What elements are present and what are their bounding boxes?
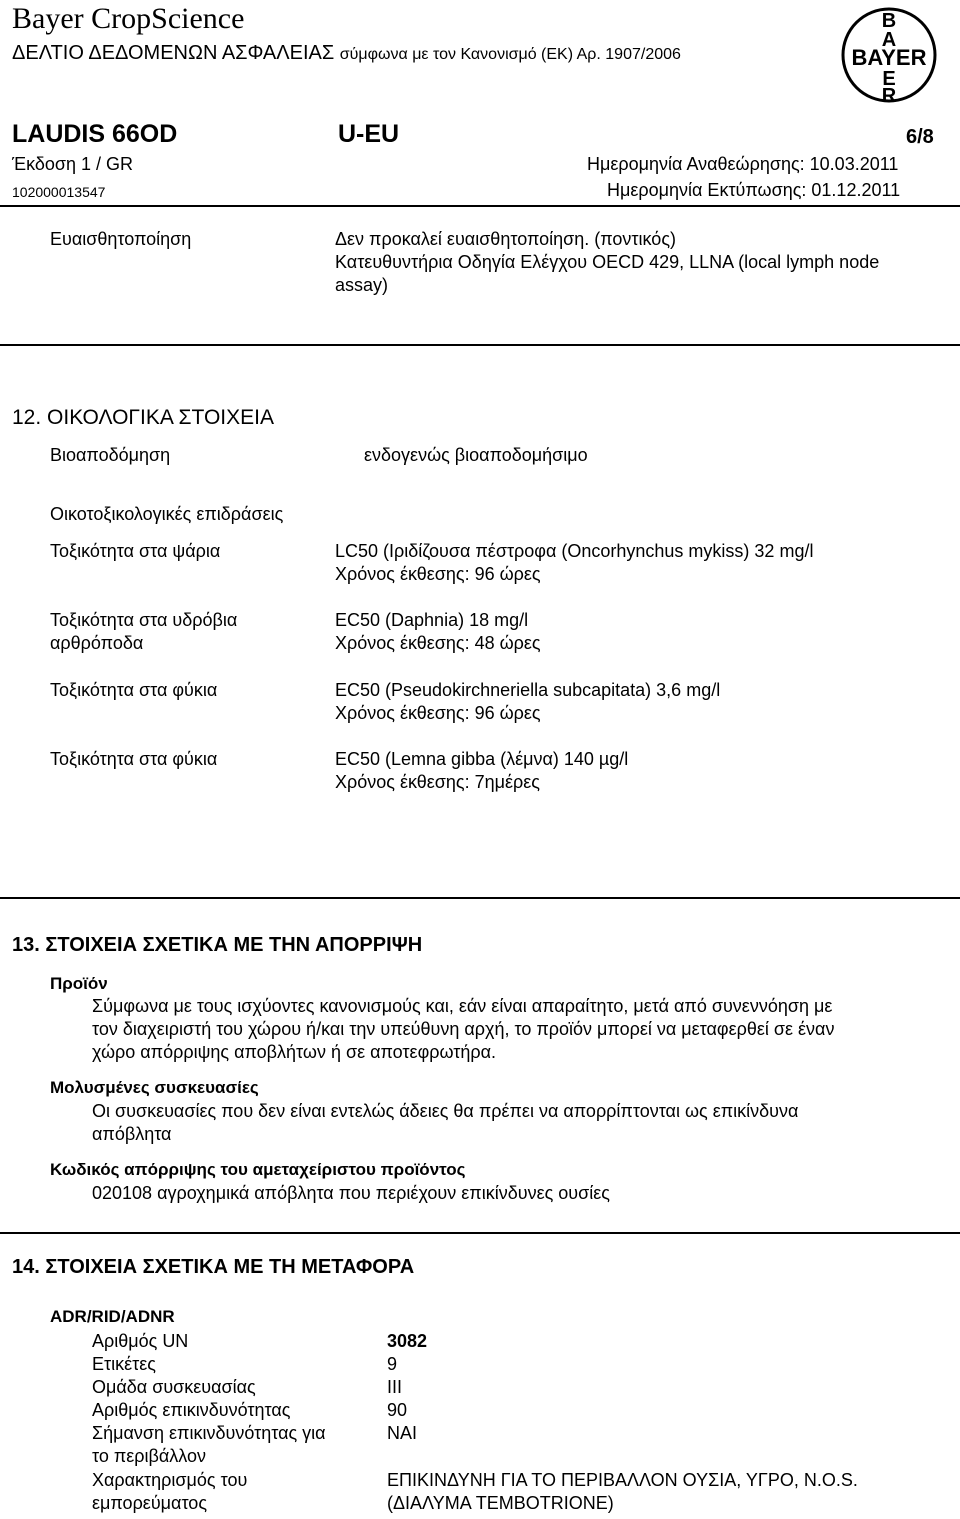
algae-toxicity-line: EC50 (Lemna gibba (λέμνα) 140 µg/l bbox=[335, 749, 629, 769]
product-region: U-EU bbox=[338, 120, 400, 148]
fish-toxicity-value bbox=[335, 540, 813, 586]
adr-heading: ADR/RID/ADNR bbox=[50, 1307, 175, 1326]
logo-letter-a: A bbox=[881, 29, 897, 51]
invertebrate-toxicity-value bbox=[335, 609, 541, 655]
packaging-line: Οι συσκευασίες που δεν είναι εντελώς άδειες θα πρέπει να απορρίπτονται ως επικίνδυνα bbox=[92, 1101, 799, 1121]
labels-value: 9 bbox=[387, 1354, 398, 1374]
un-number-value: 3082 bbox=[387, 1331, 428, 1351]
un-number-label: Αριθμός UN bbox=[92, 1331, 189, 1351]
environmental-hazard-label bbox=[92, 1422, 326, 1468]
document-title-regulation: σύμφωνα με τον Κανονισμό (ΕΚ) Αρ. 1907/2006 bbox=[339, 46, 681, 63]
packaging-line: απόβλητα bbox=[92, 1124, 172, 1144]
fish-toxicity-label: Τοξικότητα στα ψάρια bbox=[50, 541, 221, 561]
section-divider bbox=[0, 1232, 960, 1234]
fish-toxicity-line: LC50 (Ιριδίζουσα πέστροφα (Oncorhynchus mykiss) 32 mg/l bbox=[335, 541, 814, 561]
sensitisation-line: Δεν προκαλεί ευαισθητοποίηση. (ποντικός) bbox=[335, 229, 676, 249]
revision-date: Ημερομηνία Αναθεώρησης: 10.03.2011 bbox=[587, 154, 899, 174]
document-title bbox=[12, 42, 681, 65]
document-number: 102000013547 bbox=[12, 184, 106, 200]
section-14-title: 14. ΣΤΟΙΧΕΙΑ ΣΧΕΤΙΚΑ ΜΕ ΤΗ ΜΕΤΑΦΟΡΑ bbox=[12, 1256, 415, 1278]
algae-toxicity-line: Χρόνος έκθεσης: 96 ώρες bbox=[335, 703, 541, 723]
product-disposal-text bbox=[92, 995, 834, 1064]
hazard-number-value: 90 bbox=[387, 1400, 408, 1420]
bayer-logo bbox=[834, 5, 944, 105]
product-heading: Προϊόν bbox=[50, 974, 108, 993]
biodegradation-label: Βιοαποδόμηση bbox=[50, 445, 171, 465]
product-disposal-line: Σύμφωνα με τους ισχύοντες κανονισμούς και, εάν είναι απαραίτητο, μετά από συνεννόηση με bbox=[92, 996, 833, 1016]
packing-group-label: Ομάδα συσκευασίας bbox=[92, 1377, 256, 1397]
shipping-name-line: ΕΠΙΚΙΝΔΥΝΗ ΓΙΑ ΤΟ ΠΕΡΙΒΑΛΛΟΝ ΟΥΣΙΑ, ΥΓΡΟ, N.O.S. bbox=[387, 1470, 858, 1490]
sensitisation-value bbox=[335, 228, 879, 297]
algae-toxicity-value bbox=[335, 679, 720, 725]
invertebrate-toxicity-line: Χρόνος έκθεσης: 48 ώρες bbox=[335, 633, 541, 653]
shipping-name-label bbox=[92, 1469, 247, 1515]
labels-label: Ετικέτες bbox=[92, 1354, 156, 1374]
algae-toxicity-line: EC50 (Pseudokirchneriella subcapitata) 3,6 mg/l bbox=[335, 680, 721, 700]
invertebrate-toxicity-label bbox=[50, 609, 237, 655]
environmental-hazard-value: ΝΑΙ bbox=[387, 1423, 418, 1443]
print-date: Ημερομηνία Εκτύπωσης: 01.12.2011 bbox=[607, 180, 901, 200]
page-number: 6/8 bbox=[906, 126, 934, 148]
section-divider bbox=[0, 897, 960, 899]
sensitisation-line: Κατευθυντήρια Οδηγία Ελέγχου OECD 429, LLNA (local lymph node bbox=[335, 252, 880, 272]
packaging-text bbox=[92, 1100, 798, 1146]
environmental-hazard-label-line: Σήμανση επικινδυνότητας για bbox=[92, 1423, 326, 1443]
section-13-title: 13. ΣΤΟΙΧΕΙΑ ΣΧΕΤΙΚΑ ΜΕ ΤΗΝ ΑΠΟΡΡΙΨΗ bbox=[12, 934, 423, 956]
waste-code-heading: Κωδικός απόρριψης του αμεταχείριστου προϊόντος bbox=[50, 1160, 466, 1179]
logo-letter-b: B bbox=[881, 10, 897, 32]
edition: Έκδοση 1 / GR bbox=[12, 154, 134, 174]
product-name: LAUDIS 66OD bbox=[12, 120, 178, 148]
logo-letter-r: R bbox=[881, 85, 897, 105]
brand-name: Bayer CropScience bbox=[12, 2, 245, 35]
invertebrate-label-line: αρθρόποδα bbox=[50, 633, 144, 653]
biodegradation-value: ενδογενώς βιοαποδομήσιμο bbox=[364, 445, 588, 465]
shipping-name-value bbox=[387, 1469, 858, 1515]
section-12-title: 12. ΟΙΚΟΛΟΓΙΚΑ ΣΤΟΙΧΕΙΑ bbox=[12, 406, 274, 429]
product-disposal-line: τον διαχειριστή του χώρου ή/και την υπεύθυνη αρχή, το προϊόν μπορεί να μεταφερθεί σε έναν bbox=[92, 1019, 835, 1039]
document-title-main: ΔΕΛΤΙΟ ΔΕΔΟΜΕΝΩΝ ΑΣΦΑΛΕΙΑΣ bbox=[12, 42, 335, 64]
algae-toxicity-value-2 bbox=[335, 748, 628, 794]
section-divider bbox=[0, 344, 960, 346]
logo-wordmark: BAYER bbox=[851, 45, 927, 70]
header-divider bbox=[0, 205, 960, 207]
waste-code-value: 020108 αγροχημικά απόβλητα που περιέχουν επικίνδυνες ουσίες bbox=[92, 1183, 610, 1203]
environmental-hazard-label-line: το περιβάλλον bbox=[92, 1446, 207, 1466]
shipping-name-line: (ΔΙΑΛΥΜΑ TEMBOTRIONE) bbox=[387, 1493, 614, 1513]
algae-toxicity-label-2: Τοξικότητα στα φύκια bbox=[50, 749, 218, 769]
invertebrate-toxicity-line: EC50 (Daphnia) 18 mg/l bbox=[335, 610, 529, 630]
algae-toxicity-label: Τοξικότητα στα φύκια bbox=[50, 680, 218, 700]
product-disposal-line: χώρο απόρριψης αποβλήτων ή σε αποτεφρωτήρα. bbox=[92, 1042, 497, 1062]
ecotox-title: Οικοτοξικολογικές επιδράσεις bbox=[50, 504, 284, 524]
algae-toxicity-line: Χρόνος έκθεσης: 7ημέρες bbox=[335, 772, 540, 792]
sensitisation-label: Ευαισθητοποίηση bbox=[50, 229, 192, 249]
fish-toxicity-line: Χρόνος έκθεσης: 96 ώρες bbox=[335, 564, 541, 584]
invertebrate-label-line: Τοξικότητα στα υδρόβια bbox=[50, 610, 238, 630]
packing-group-value: III bbox=[387, 1377, 403, 1397]
shipping-name-label-line: εμπορεύματος bbox=[92, 1493, 207, 1513]
shipping-name-label-line: Χαρακτηρισμός του bbox=[92, 1470, 248, 1490]
packaging-heading: Μολυσμένες συσκευασίες bbox=[50, 1078, 259, 1097]
sensitisation-line: assay) bbox=[335, 275, 389, 295]
hazard-number-label: Αριθμός επικινδυνότητας bbox=[92, 1400, 291, 1420]
logo-letter-e: E bbox=[882, 68, 896, 90]
